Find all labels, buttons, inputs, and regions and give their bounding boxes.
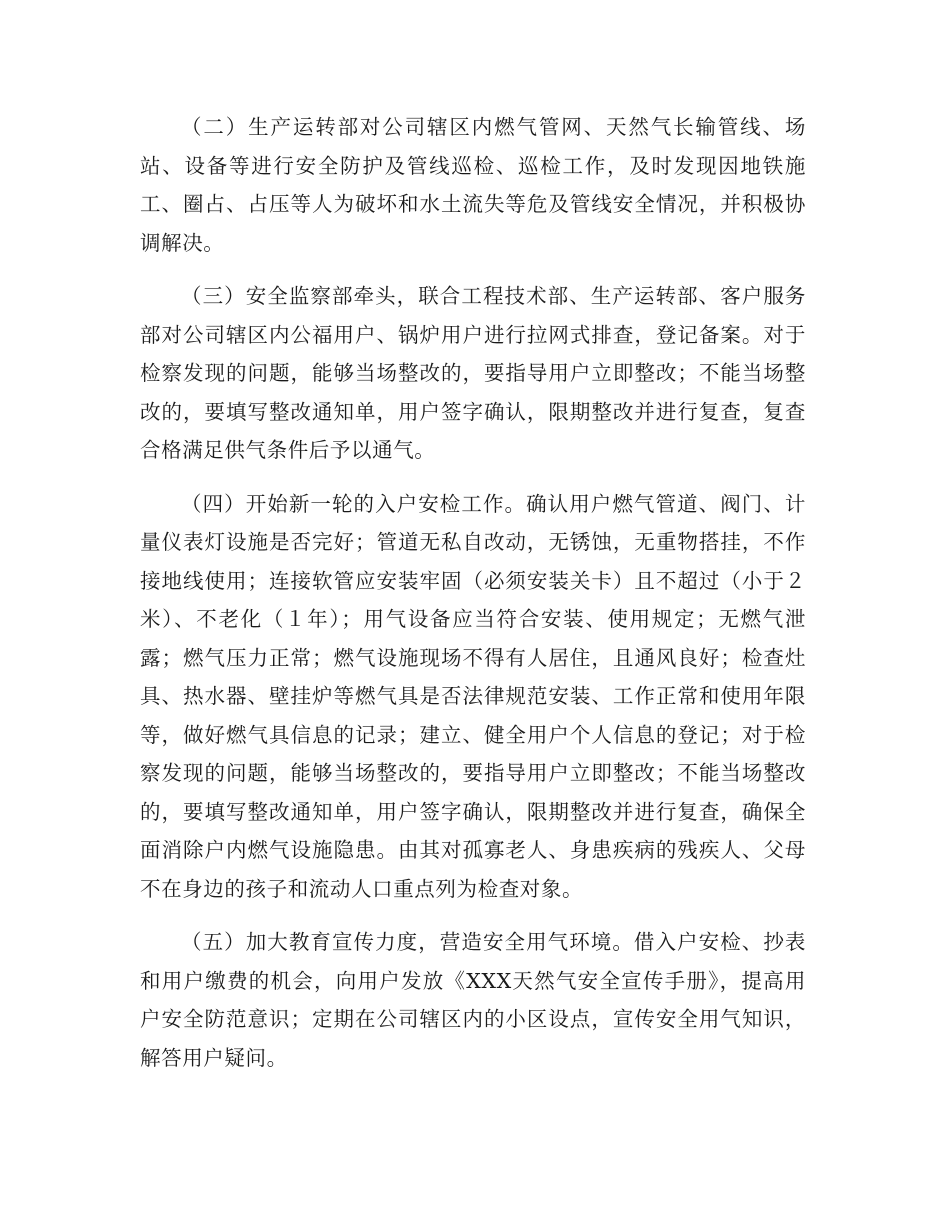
paragraph-5: （五）加大教育宣传力度，营造安全用气环境。借入户安检、抄表和用户缴费的机会，向用户发放《XXX天然气安全宣传手册》，提高用户安全防范意识；定期在公司辖区内的小区设点，宣传安全用气知识，解答用户疑问。	[140, 930, 806, 1070]
paragraph-3: （三）安全监察部牵头，联合工程技术部、生产运转部、客户服务部对公司辖区内公福用户、锅炉用户进行拉网式排查，登记备案。对于检察发现的问题，能够当场整改的，要指导用户立即整改；不能当场整改的，要填写整改通知单，用户签字确认，限期整改并进行复查，复查合格满足供气条件后予以通气。	[140, 284, 806, 462]
document-body	[140, 108, 806, 1092]
paragraph-4: （四）开始新一轮的入户安检工作。确认用户燃气管道、阀门、计量仪表灯设施是否完好；管道无私自改动，无锈蚀，无重物搭挂，不作接地线使用；连接软管应安装牢固（必须安装关卡）且不超过（小于２米）、不老化（１年）；用气设备应当符合安装、使用规定；无燃气泄露；燃气压力正常；燃气设施现场不得有人居住，且通风良好；检查灶具、热水器、壁挂炉等燃气具是否法律规范安装、工作正常和使用年限等，做好燃气具信息的记录；建立、健全用户个人信息的登记；对于检察发现的问题，能够当场整改的，要指导用户立即整改；不能当场整改的，要填写整改通知单，用户签字确认，限期整改并进行复查，确保全面消除户内燃气设施隐患。由其对孤寡老人、身患疾病的残疾人、父母不在身边的孩子和流动人口重点列为检查对象。	[140, 491, 806, 901]
paragraph-2: （二）生产运转部对公司辖区内燃气管网、天然气长输管线、场站、设备等进行安全防护及管线巡检、巡检工作，及时发现因地铁施工、圈占、占压等人为破坏和水土流失等危及管线安全情况，并积极协调解决。	[140, 115, 806, 255]
